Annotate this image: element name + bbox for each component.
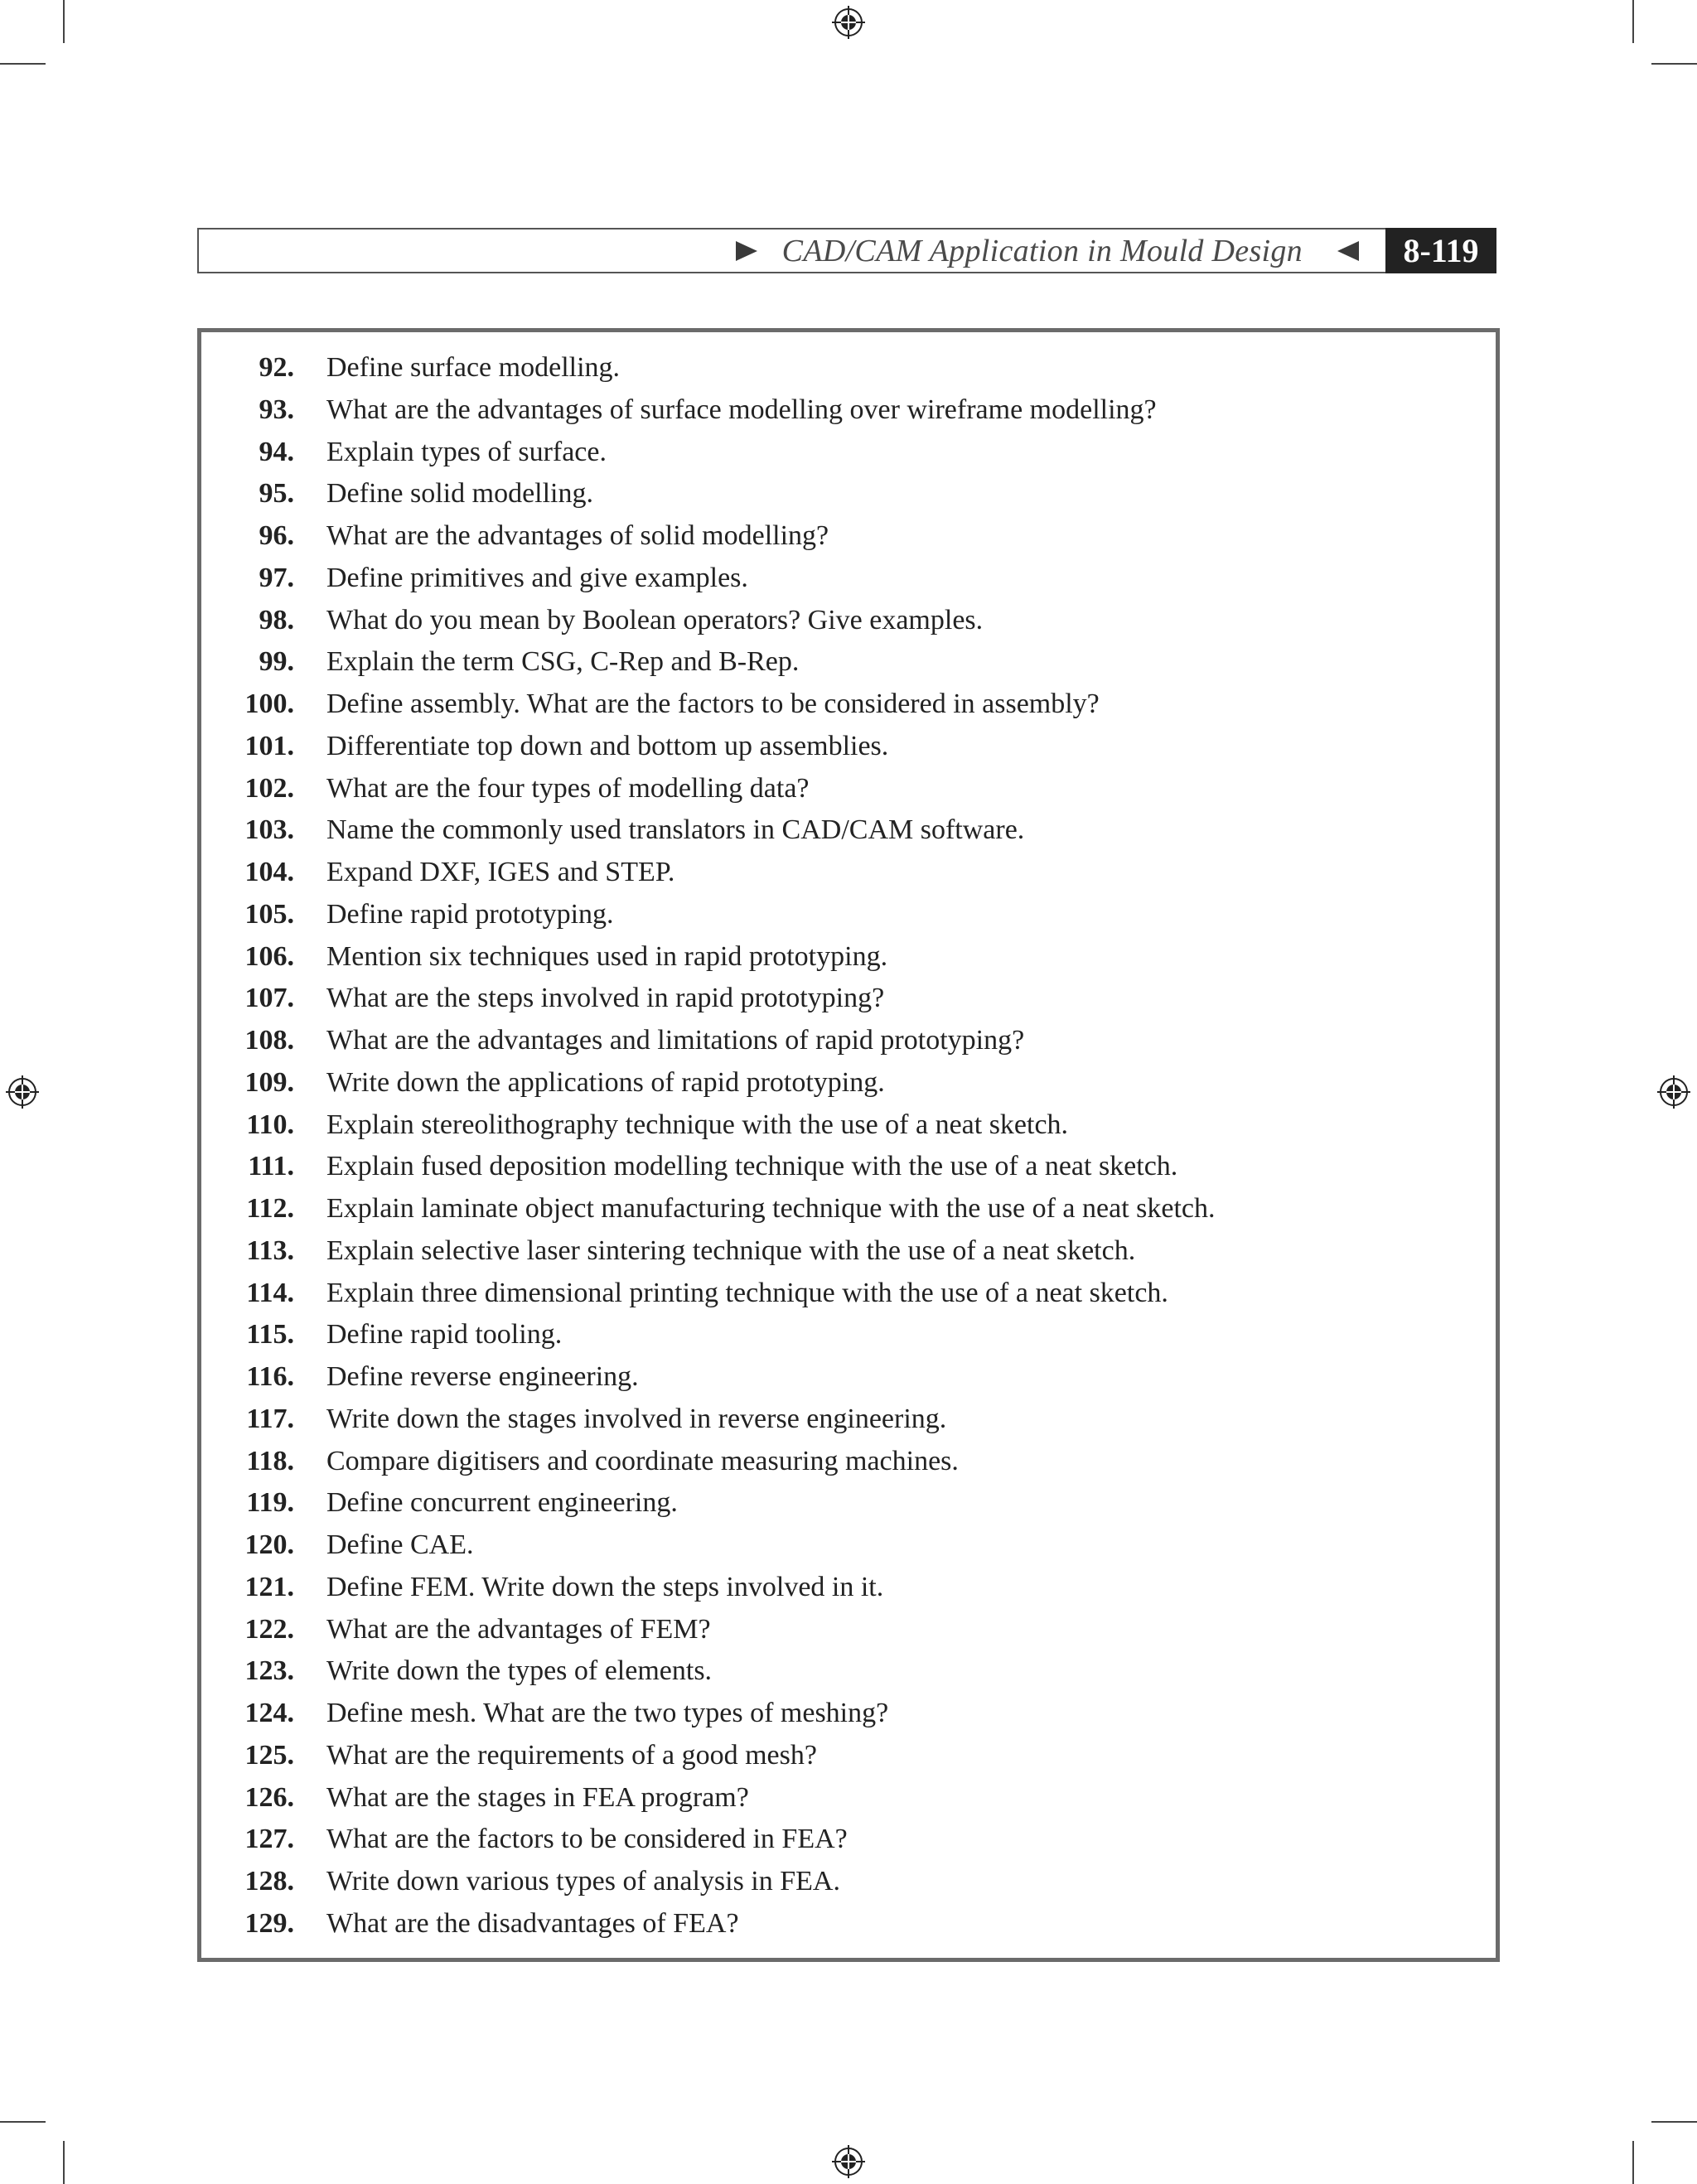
question-text: What are the four types of modelling data?: [326, 772, 810, 804]
question-item: [201, 1441, 1216, 1483]
question-text: Define CAE.: [326, 1529, 474, 1560]
question-number: 107.: [244, 983, 294, 1014]
question-item: [201, 1567, 1216, 1609]
question-item: [201, 1903, 1216, 1945]
question-number: 124.: [244, 1698, 294, 1728]
question-item: [201, 1524, 1216, 1567]
question-item: [201, 1230, 1216, 1273]
question-text: Define concurrent engineering.: [326, 1487, 678, 1519]
question-text: Explain laminate object manufacturing technique with the use of a neat sketch.: [326, 1193, 1216, 1224]
question-number: 110.: [246, 1109, 294, 1140]
question-item: [201, 1399, 1216, 1441]
question-number: 115.: [246, 1319, 294, 1351]
question-number: 121.: [244, 1571, 294, 1602]
crop-mark-top-right-vertical: [1632, 0, 1634, 43]
question-item: [201, 347, 1216, 389]
question-item: [201, 1777, 1216, 1819]
question-text: Name the commonly used translators in CAD/CAM software.: [326, 814, 1025, 846]
question-number: 99.: [259, 646, 294, 678]
crop-mark-top-left-vertical: [63, 0, 65, 43]
question-number: 109.: [244, 1066, 294, 1098]
question-number: 94.: [259, 436, 294, 467]
question-text: Write down the types of elements.: [326, 1655, 713, 1687]
question-item: [201, 1693, 1216, 1735]
arrow-left-icon: [1337, 241, 1359, 261]
question-text: Explain the term CSG, C-Rep and B-Rep.: [326, 646, 800, 678]
question-text: Define reverse engineering.: [326, 1361, 639, 1392]
question-number: 117.: [246, 1403, 294, 1434]
question-number: 102.: [244, 772, 294, 804]
question-item: [201, 600, 1216, 642]
question-item: [201, 1062, 1216, 1104]
question-number: 93.: [259, 394, 294, 425]
question-item: [201, 768, 1216, 810]
question-item: [201, 641, 1216, 684]
question-number: 101.: [244, 730, 294, 761]
crop-mark-bottom-right-vertical: [1632, 2141, 1634, 2184]
question-text: Define rapid prototyping.: [326, 898, 614, 930]
question-item: [201, 936, 1216, 978]
question-item: [201, 1020, 1216, 1062]
question-item: [201, 1609, 1216, 1651]
question-item: [201, 1104, 1216, 1147]
question-box: [197, 328, 1500, 1962]
page-number: 8-119: [1385, 228, 1496, 273]
question-text: What are the advantages of FEM?: [326, 1613, 711, 1645]
question-item: [201, 515, 1216, 558]
question-item: [201, 1482, 1216, 1524]
question-text: Explain types of surface.: [326, 436, 607, 467]
crop-mark-top-left-horizontal: [0, 63, 46, 65]
question-text: Define rapid tooling.: [326, 1319, 563, 1351]
question-list: [201, 347, 1216, 1945]
question-text: Write down the applications of rapid prototyping.: [326, 1066, 885, 1098]
crop-mark-bottom-left-horizontal: [0, 2121, 46, 2123]
question-text: Define surface modelling.: [326, 352, 621, 383]
question-text: What are the advantages of solid modelling?: [326, 520, 829, 551]
question-number: 116.: [246, 1361, 294, 1392]
question-text: What are the disadvantages of FEA?: [326, 1907, 739, 1939]
question-text: What are the requirements of a good mesh?: [326, 1739, 817, 1771]
question-item: [201, 389, 1216, 432]
question-text: Explain selective laser sintering technique with the use of a neat sketch.: [326, 1235, 1136, 1266]
question-item: [201, 1146, 1216, 1188]
question-item: [201, 809, 1216, 852]
question-number: 114.: [246, 1277, 294, 1308]
crop-mark-top-right-horizontal: [1651, 63, 1697, 65]
question-item: [201, 1273, 1216, 1315]
question-item: [201, 1735, 1216, 1777]
question-text: Expand DXF, IGES and STEP.: [326, 857, 675, 887]
question-item: [201, 978, 1216, 1020]
question-number: 123.: [244, 1655, 294, 1687]
question-number: 111.: [248, 1151, 294, 1182]
arrow-right-icon: [736, 241, 757, 261]
question-number: 105.: [244, 898, 294, 930]
question-number: 128.: [244, 1866, 294, 1897]
question-item: [201, 1650, 1216, 1693]
question-number: 126.: [244, 1781, 294, 1813]
question-text: Compare digitisers and coordinate measuring machines.: [326, 1445, 959, 1476]
question-text: Define assembly. What are the factors to be considered in assembly?: [326, 689, 1100, 719]
running-header: [197, 228, 1496, 273]
question-number: 95.: [259, 478, 294, 510]
question-number: 97.: [259, 562, 294, 593]
question-number: 120.: [244, 1529, 294, 1560]
question-item: [201, 558, 1216, 600]
question-number: 96.: [259, 520, 294, 551]
question-text: Define primitives and give examples.: [326, 562, 748, 593]
question-item: [201, 432, 1216, 474]
question-number: 106.: [244, 940, 294, 972]
question-text: Explain three dimensional printing technique with the use of a neat sketch.: [326, 1277, 1168, 1308]
header-title-group: [736, 230, 1385, 272]
question-number: 127.: [244, 1824, 294, 1855]
question-item: [201, 1819, 1216, 1861]
question-text: Explain stereolithography technique with the use of a neat sketch.: [326, 1109, 1069, 1140]
question-number: 113.: [246, 1235, 294, 1266]
question-text: What are the steps involved in rapid prototyping?: [326, 983, 885, 1014]
crop-mark-bottom-left-vertical: [63, 2141, 65, 2184]
question-number: 92.: [259, 352, 294, 383]
question-text: Write down various types of analysis in FEA.: [326, 1866, 840, 1897]
question-item: [201, 852, 1216, 894]
question-number: 103.: [244, 814, 294, 846]
question-item: [201, 726, 1216, 768]
question-text: Explain fused deposition modelling technique with the use of a neat sketch.: [326, 1151, 1178, 1182]
question-text: Define mesh. What are the two types of meshing?: [326, 1698, 889, 1728]
question-text: Define FEM. Write down the steps involved in it.: [326, 1571, 884, 1602]
question-number: 119.: [246, 1487, 294, 1519]
question-number: 98.: [259, 604, 294, 635]
question-number: 125.: [244, 1739, 294, 1771]
question-item: [201, 684, 1216, 726]
question-item: [201, 1356, 1216, 1399]
chapter-title: CAD/CAM Application in Mould Design: [781, 233, 1303, 268]
question-number: 108.: [244, 1025, 294, 1056]
question-number: 118.: [246, 1445, 294, 1476]
question-text: What do you mean by Boolean operators? Give examples.: [326, 604, 984, 635]
question-text: Write down the stages involved in reverse engineering.: [326, 1403, 947, 1434]
question-item: [201, 473, 1216, 515]
question-item: [201, 1314, 1216, 1356]
question-text: What are the advantages of surface modelling over wireframe modelling?: [326, 394, 1157, 425]
question-item: [201, 894, 1216, 936]
registration-mark-bottom-icon: [831, 2144, 866, 2179]
question-number: 100.: [244, 689, 294, 719]
question-text: What are the advantages and limitations of rapid prototyping?: [326, 1025, 1025, 1056]
question-text: Define solid modelling.: [326, 478, 594, 510]
question-number: 104.: [244, 857, 294, 887]
question-text: Differentiate top down and bottom up assemblies.: [326, 730, 889, 761]
registration-mark-top-icon: [831, 5, 866, 40]
crop-mark-bottom-right-horizontal: [1651, 2121, 1697, 2123]
question-number: 122.: [244, 1613, 294, 1645]
question-item: [201, 1188, 1216, 1230]
registration-mark-left-icon: [5, 1075, 40, 1109]
registration-mark-right-icon: [1656, 1075, 1691, 1109]
question-item: [201, 1861, 1216, 1903]
question-text: Mention six techniques used in rapid prototyping.: [326, 940, 888, 972]
question-number: 129.: [244, 1907, 294, 1939]
question-text: What are the stages in FEA program?: [326, 1781, 749, 1813]
question-number: 112.: [246, 1193, 294, 1224]
question-text: What are the factors to be considered in FEA?: [326, 1824, 848, 1855]
